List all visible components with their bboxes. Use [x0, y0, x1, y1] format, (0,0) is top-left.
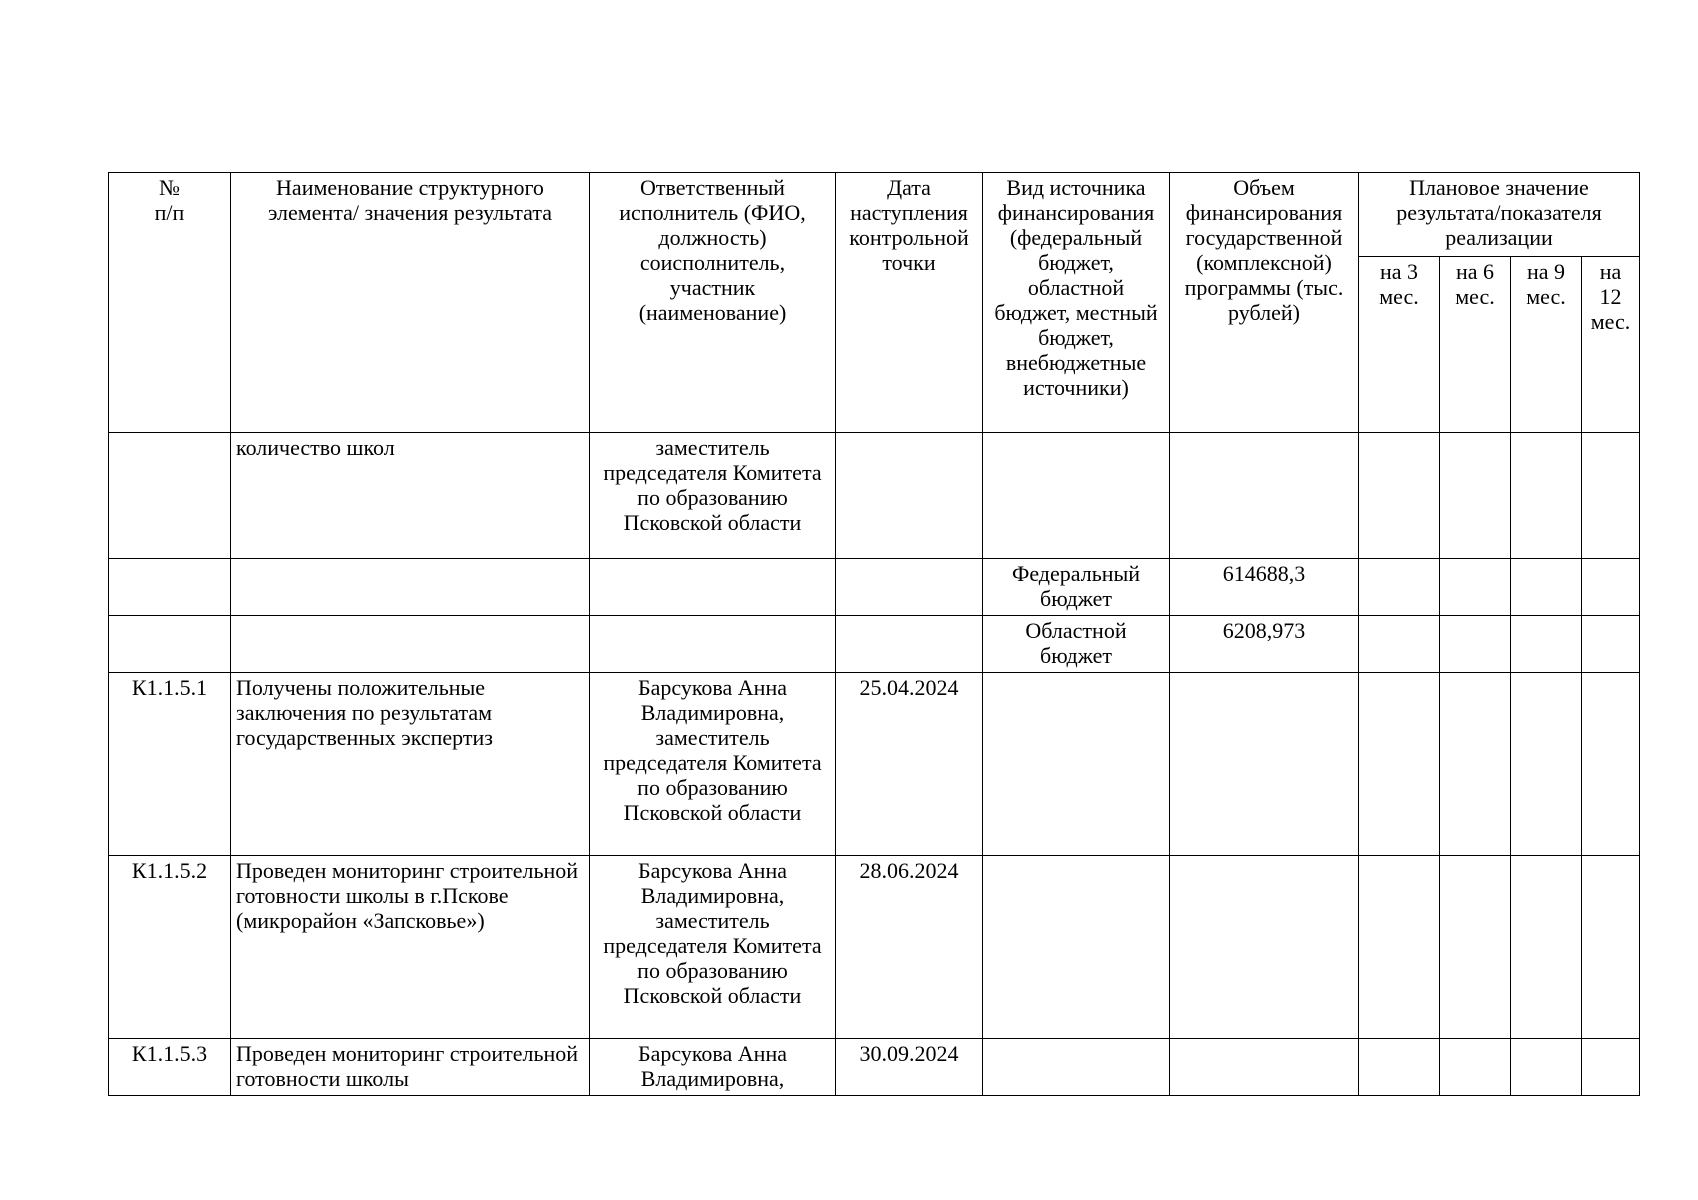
table-row [109, 673, 1640, 856]
cell-responsible [590, 616, 836, 673]
cell-m3 [1359, 559, 1440, 616]
header-m12: на 12 мес. [1582, 257, 1640, 433]
cell-m6 [1440, 433, 1511, 559]
header-volume: Объем финансирования государственной (комплексной) программы (тыс. рублей) [1170, 173, 1359, 433]
header-num [109, 173, 231, 433]
plan-table [108, 172, 1640, 1096]
table-row [109, 559, 1640, 616]
cell-date: 25.04.2024 [836, 673, 983, 856]
cell-num [109, 559, 231, 616]
header-row-1 [109, 173, 1640, 257]
cell-m12 [1582, 1039, 1640, 1096]
cell-m3 [1359, 616, 1440, 673]
cell-num: К1.1.5.3 [109, 1039, 231, 1096]
cell-m9 [1511, 673, 1582, 856]
header-source: Вид источника финансирования (федеральный бюджет, областной бюджет, местный бюджет, внебюджетные источники) [983, 173, 1170, 433]
table-row [109, 856, 1640, 1039]
cell-m9 [1511, 433, 1582, 559]
cell-date [836, 616, 983, 673]
header-m9: на 9 мес. [1511, 257, 1582, 433]
cell-m9 [1511, 616, 1582, 673]
cell-responsible: Барсукова Анна Владимировна, заместитель председателя Комитета по образованию Псковской области [590, 856, 836, 1039]
cell-source [983, 1039, 1170, 1096]
cell-name: количество школ [231, 433, 590, 559]
cell-source [983, 433, 1170, 559]
header-num-line1: № [159, 175, 180, 200]
table-row [109, 1039, 1640, 1096]
cell-volume [1170, 673, 1359, 856]
cell-responsible: Барсукова Анна Владимировна, [590, 1039, 836, 1096]
cell-m3 [1359, 673, 1440, 856]
cell-source: Федеральный бюджет [983, 559, 1170, 616]
header-m3: на 3 мес. [1359, 257, 1440, 433]
cell-m6 [1440, 856, 1511, 1039]
cell-num: К1.1.5.1 [109, 673, 231, 856]
cell-volume [1170, 1039, 1359, 1096]
cell-m6 [1440, 616, 1511, 673]
cell-volume [1170, 856, 1359, 1039]
cell-m3 [1359, 1039, 1440, 1096]
header-num-line2: п/п [154, 200, 185, 225]
cell-m9 [1511, 1039, 1582, 1096]
cell-m3 [1359, 856, 1440, 1039]
cell-m12 [1582, 673, 1640, 856]
cell-volume: 6208,973 [1170, 616, 1359, 673]
cell-m3 [1359, 433, 1440, 559]
cell-date: 30.09.2024 [836, 1039, 983, 1096]
cell-date: 28.06.2024 [836, 856, 983, 1039]
cell-responsible: заместитель председателя Комитета по образованию Псковской области [590, 433, 836, 559]
cell-m6 [1440, 559, 1511, 616]
header-name: Наименование структурного элемента/ значения результата [231, 173, 590, 433]
cell-m9 [1511, 559, 1582, 616]
cell-source [983, 673, 1170, 856]
cell-name: Проведен мониторинг строительной готовности школы [231, 1039, 590, 1096]
cell-m12 [1582, 433, 1640, 559]
cell-responsible [590, 559, 836, 616]
cell-source [983, 856, 1170, 1039]
table-row [109, 433, 1640, 559]
cell-num: К1.1.5.2 [109, 856, 231, 1039]
cell-date [836, 433, 983, 559]
cell-source: Областной бюджет [983, 616, 1170, 673]
cell-num [109, 433, 231, 559]
header-planned: Плановое значение результата/показателя реализации [1359, 173, 1640, 257]
cell-m6 [1440, 1039, 1511, 1096]
cell-volume [1170, 433, 1359, 559]
cell-m12 [1582, 616, 1640, 673]
cell-responsible: Барсукова Анна Владимировна, заместитель председателя Комитета по образованию Псковской области [590, 673, 836, 856]
cell-num [109, 616, 231, 673]
cell-name [231, 616, 590, 673]
cell-m6 [1440, 673, 1511, 856]
header-m6: на 6 мес. [1440, 257, 1511, 433]
cell-name: Получены положительные заключения по результатам государственных экспертиз [231, 673, 590, 856]
cell-m12 [1582, 856, 1640, 1039]
cell-name [231, 559, 590, 616]
header-responsible: Ответственный исполнитель (ФИО, должность) соисполнитель, участник (наименование) [590, 173, 836, 433]
cell-volume: 614688,3 [1170, 559, 1359, 616]
cell-name: Проведен мониторинг строительной готовности школы в г.Пскове (микрорайон «Запсковье») [231, 856, 590, 1039]
header-date: Дата наступления контрольной точки [836, 173, 983, 433]
cell-date [836, 559, 983, 616]
table-row [109, 616, 1640, 673]
cell-m9 [1511, 856, 1582, 1039]
cell-m12 [1582, 559, 1640, 616]
